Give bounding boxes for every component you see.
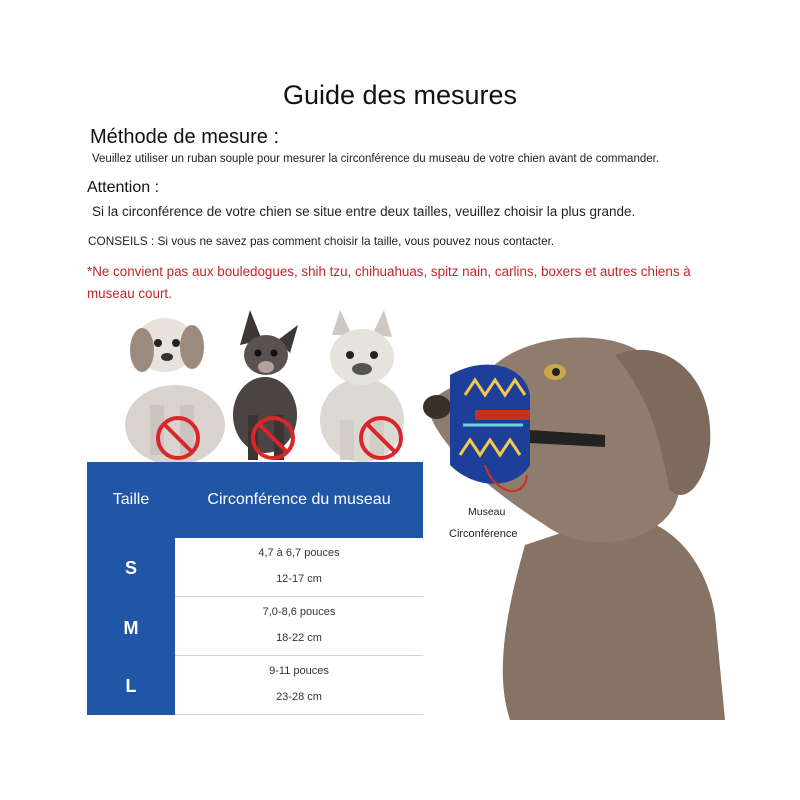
row-inches: 4,7 à 6,7 pouces: [258, 547, 340, 559]
unsuitable-dogs-illustration: [100, 305, 420, 465]
table-header: [87, 462, 423, 538]
circumference-label: Circonférence: [449, 528, 518, 540]
header-size: Taille: [112, 491, 150, 508]
warning-text: *Ne convient pas aux bouledogues, shih tzu, chihuahuas, spitz nain, carlins, boxers et autres chiens à museau court.: [87, 264, 691, 301]
chihuahua-image: [233, 310, 298, 460]
size-label-m: M: [123, 618, 139, 638]
method-text: Veuillez utiliser un ruban souple pour mesurer la circonférence du museau de votre chien avant de commander.: [92, 153, 660, 165]
row-cm: 23-28 cm: [276, 691, 322, 703]
row-inches: 7,0-8,6 pouces: [262, 606, 336, 618]
muzzle-label: Museau: [468, 506, 506, 518]
row-inches: 9-11 pouces: [269, 665, 329, 677]
attention-text: Si la circonférence de votre chien se situe entre deux tailles, veuillez choisir la plus grande.: [92, 204, 636, 219]
row-cm: 18-22 cm: [276, 632, 322, 644]
page-title: Guide des mesures: [282, 80, 518, 110]
size-table: [87, 462, 423, 715]
shih-tzu-image: [125, 318, 225, 465]
size-column: [87, 538, 175, 715]
size-label-s: S: [124, 558, 137, 578]
table-row: [175, 538, 423, 597]
header-circumference: Circonférence du museau: [207, 491, 391, 508]
size-label-l: L: [125, 676, 137, 696]
table-row: [175, 656, 423, 715]
row-cm: 12-17 cm: [276, 573, 322, 585]
table-row: [175, 597, 423, 656]
tips-text: CONSEILS : Si vous ne savez pas comment choisir la taille, vous pouvez nous contacter.: [88, 234, 555, 248]
muzzled-dog-illustration: [415, 315, 725, 720]
method-heading: Méthode de mesure :: [90, 126, 279, 148]
attention-heading: Attention :: [87, 179, 160, 196]
